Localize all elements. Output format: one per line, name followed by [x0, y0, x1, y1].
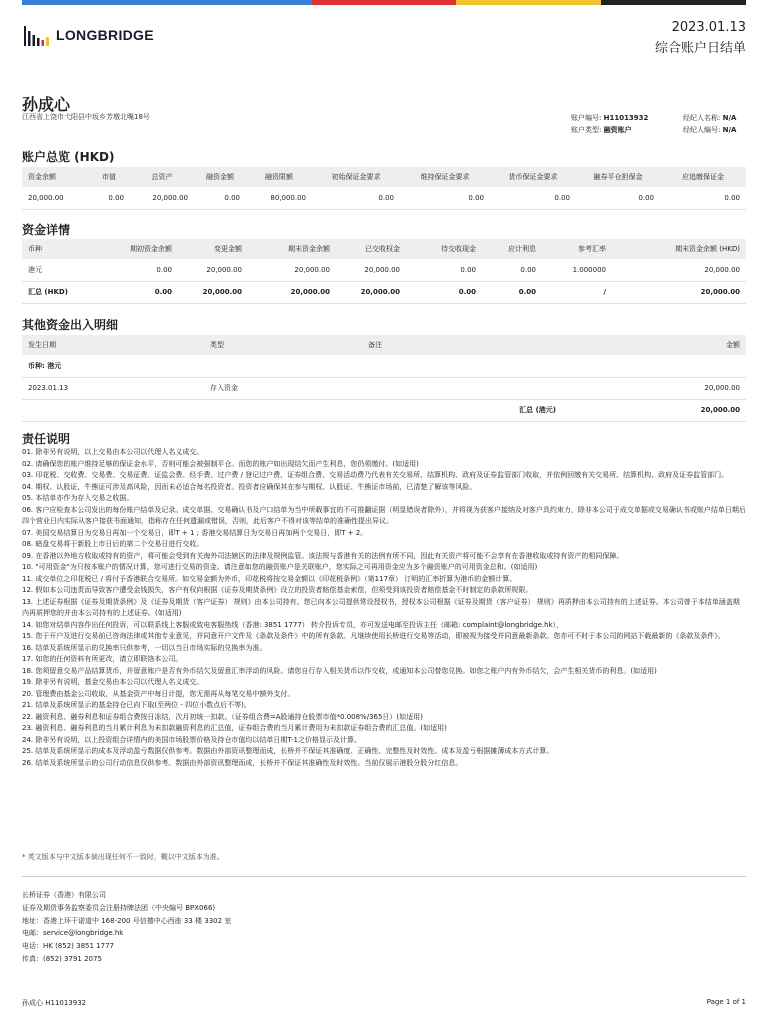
account-info	[571, 112, 648, 136]
table-header: 已交收权金	[336, 239, 406, 259]
list-item: 25. 结单及系统所显示的成本及浮动盈亏数据仅供参考。数据由外部资讯整理而成，长桥并不保证其准确度、正确性、完整性及时效性。成本及盈亏根据摊薄成本方式计算。	[22, 747, 554, 755]
broker-name-label: 经纪人名称:	[683, 114, 721, 122]
company-name: 长桥证券（香港）有限公司	[22, 891, 106, 899]
table-cell: 20,000.00	[562, 377, 746, 399]
table-header: 变更金额	[178, 239, 248, 259]
bar-chart-logo-icon	[24, 24, 50, 46]
table-cell: 存入资金	[204, 377, 362, 399]
table-header: 类型	[204, 335, 362, 355]
list-item: 03. 印花税、交收费、交易费、交易征费、证监会费、经手费、过户费 / 登记过户费、证券组合费、交易活动费乃代表有关交易所、结算机构、政府及证券监管部门收取，并依例回缴有关交易所、结算机构、政府及证券监管部门。	[22, 471, 729, 479]
total-label: 汇总 (港元)	[22, 399, 562, 421]
total-value: 20,000.00	[562, 399, 746, 421]
table-row	[22, 259, 746, 281]
table-cell: 20,000.00	[612, 281, 746, 303]
table-header: 初始保证金要求	[312, 167, 400, 187]
table-row	[22, 187, 746, 209]
table-cell: 0.00	[660, 187, 746, 209]
list-item: 19. 除非另有说明，基金交易由本公司以代理人名义成交。	[22, 678, 204, 686]
table-header: 期初资金余额	[96, 239, 178, 259]
table-cell: 0.00	[88, 187, 130, 209]
top-color-bar	[22, 0, 746, 5]
table-header: 应追缴保证金	[660, 167, 746, 187]
table-total-row	[22, 399, 746, 421]
list-item: 05. 本结单亦作为存入交易之收据。	[22, 494, 134, 502]
table-cell: 20,000.00	[22, 187, 88, 209]
list-item: 08. 暗盘交易将于新股上市日后的第二个交易日进行交收。	[22, 540, 204, 548]
list-item: 20. 管理费由基金公司收取，从基金资产中每日计提，您无需再从每笔交易中额外支付。	[22, 689, 295, 698]
account-holder-address: 江西省上饶市弋阳县中坂乡芳墩北嘴18号	[22, 113, 150, 121]
table-cell: 0.00	[400, 187, 490, 209]
table-header: 融资金额	[194, 167, 246, 187]
list-item: 16. 结单及系统所显示的兑换率只供参考，一切以当日市场实际的兑换率为准。	[22, 643, 267, 652]
table-header: 待交收现金	[406, 239, 482, 259]
list-item: 11. 成交单位之印花税已 / 将付予香港联合交易所。如交易金额为外币，印花税将按交易金额以《印花税条例》（第117章） 订明的汇率折算为港币的金额计算。	[22, 574, 517, 583]
table-header: 期末资金余额 (HKD)	[612, 239, 746, 259]
broker-id: N/A	[722, 126, 737, 134]
account-number: H11013932	[603, 114, 649, 122]
table-header: 融资限额	[246, 167, 312, 187]
account-holder-name: 孙成心	[22, 95, 71, 114]
list-item: 26. 结单及系统所显示的公司行动信息仅供参考。数据由外部资讯整理而成，长桥并不保证其准确性及时效性。当前仅展示港股分股分红信息。	[22, 758, 463, 767]
company-address: 地址：香港上环干诺道中 168-200 号信德中心西座 33 楼 3302 室	[22, 916, 232, 925]
overview-title: 账户总览 (HKD)	[22, 150, 115, 164]
list-item: 13. 上述证券根据《证券及期货条例》及《证券及期货（客户证券） 规则》由本公司持有。您已向本公司提供常设授权书，授权本公司根据《证券及期货（客户证券） 规则》再质押由本公司持有的上述证券。本公司曾于本结单涵盖期内再质押您的并由本公司持有的上述证券。(如适用)	[22, 597, 740, 617]
funds-title: 资金详情	[22, 223, 71, 237]
list-item: 10. "可用资金"为只按本账户的情况计算，您可进行交易的资金。请注意如您的融资账户是关联账户，您实际之可再用资金应为多个融资账户的可用资金总和。(如适用)	[22, 563, 538, 571]
table-cell: 20,000.00	[336, 281, 406, 303]
table-total-row	[22, 281, 746, 303]
table-header: 总资产	[130, 167, 194, 187]
color-segment-4	[456, 0, 601, 5]
currency-label: 币种: 港元	[22, 355, 746, 377]
company-license: 证券及期货事务监察委员会注册持牌法团（中央编号 BPX066)	[22, 903, 216, 912]
list-item: 09. 在香港以外地方收取或持有的资产，将可能会受到有关海外司法辖区的法律及规例监管。该法规与香港有关的法例有所不同，因此有关资产将可能不会享有在香港收取或持有资产的相同保障。	[22, 551, 624, 560]
funds-table	[22, 239, 746, 304]
table-header: 备注	[362, 335, 562, 355]
statement-header	[655, 20, 746, 56]
color-segment-2	[167, 0, 312, 5]
list-item: 23. 融资利息、融券利息的当月累计利息为未扣款融资利息的汇总值，证券组合费的当月累计费用为未扣款证券组合费的汇总值。(如适用)	[22, 724, 447, 732]
list-item: 04. 期权、认股证，牛熊证可涉及高风险，因而未必适合每名投资者。投资者应确保其在参与期权、认股证、牛熊证市场前，已清楚了解该等风险。	[22, 482, 477, 491]
table-cell: 港元	[22, 259, 96, 281]
list-item: 22. 融资利息、融券利息和证券组合费按日冻结，次月初统一扣款。（证券组合费=A股通持仓股票市值*0.008%/365日）(如适用)	[22, 712, 423, 721]
table-cell: 0.00	[312, 187, 400, 209]
company-email: 电邮：service@longbridge.hk	[22, 929, 124, 938]
list-item: 01. 除非另有说明，以上交易由本公司以代理人名义成交。	[22, 448, 204, 456]
color-segment-5	[601, 0, 746, 5]
company-phone: 电话：HK (852) 3851 1777	[22, 942, 114, 951]
list-item: 17. 如您的任何资料有所更改，请立即联络本公司。	[22, 655, 183, 663]
table-header: 期末资金余额	[248, 239, 336, 259]
list-item: 02. 请确保您的账户维持足够的保证金水平，否则可能会被强制平仓。而您的账户如出现结欠而产生利息，您仍须缴付。(如适用)	[22, 459, 419, 468]
table-header: 融券平仓担保金	[576, 167, 660, 187]
responsibility-list	[22, 447, 746, 769]
other-movements-table	[22, 335, 746, 422]
table-cell: 0.00	[482, 259, 542, 281]
table-header: 币种	[22, 239, 96, 259]
language-note: * 英文版本与中文版本倘出现任何不一致时，概以中文版本为准。	[22, 853, 224, 861]
table-cell: 0.00	[96, 281, 178, 303]
table-cell: 80,000.00	[246, 187, 312, 209]
table-cell: 0.00	[194, 187, 246, 209]
table-header: 发生日期	[22, 335, 204, 355]
company-info	[22, 889, 231, 966]
table-header: 维持保证金要求	[400, 167, 490, 187]
table-cell: 0.00	[482, 281, 542, 303]
table-cell: 20,000.00	[130, 187, 194, 209]
table-cell	[362, 377, 562, 399]
table-row	[22, 377, 746, 399]
table-cell: 0.00	[490, 187, 576, 209]
table-cell: 20,000.00	[336, 259, 406, 281]
list-item: 18. 您须留意交易产品结算货币，并留意账户是否有外币结欠及留意汇率浮动的风险。请您自行存入相关货币以作交收，或通知本公司替您兑换。如您之账户内有外币结欠，会产生相关货币的利息。(如适用)	[22, 666, 657, 675]
table-header: 参考汇率	[542, 239, 612, 259]
page-number: Page 1 of 1	[706, 998, 746, 1006]
brand-logo	[24, 24, 154, 46]
table-cell: 0.00	[96, 259, 178, 281]
broker-name: N/A	[722, 114, 737, 122]
table-cell: 20,000.00	[612, 259, 746, 281]
statement-date: 2023.01.13	[671, 20, 746, 35]
list-item: 21. 结单及系统所显示的基金持仓已向下取(至两位 - 四位小数点后不等)。	[22, 701, 251, 709]
table-cell: 0.00	[576, 187, 660, 209]
table-cell: 20,000.00	[178, 259, 248, 281]
responsibility-title: 责任说明	[22, 432, 71, 446]
table-header-row	[22, 335, 746, 355]
account-number-label: 账户编号:	[571, 114, 602, 122]
color-segment-1	[22, 0, 167, 5]
table-header: 金额	[562, 335, 746, 355]
divider	[22, 876, 746, 877]
list-item: 12. 假如本公司违责而导致客户遭受金钱损失，客户有权向根据《证券及期货条例》设立的投资者赔偿基金索偿，但须受到该投资者赔偿基金不时制定的条款所规限。	[22, 586, 533, 594]
table-header: 货币保证金要求	[490, 167, 576, 187]
list-item: 06. 客户应检查本公司发出的每份账户结单及记录。成交单据、交易确认书及户口结单为当中所载事宜的不可推翻证据（明显错误者除外），并将视为获客户接纳及对客户具约束力，除非本公司于成交单据或交易确认书或账户结单日期后四个营业日内实际从客户接获书面通知，指称存在任何遗漏或错误，否则，此后客户不得对该等结单的准确性提出异议。	[22, 505, 746, 525]
color-segment-3	[312, 0, 457, 5]
company-fax: 传真：(852) 3791 2075	[22, 954, 102, 963]
table-cell: 20,000.00	[248, 281, 336, 303]
table-cell: 0.00	[406, 259, 482, 281]
statement-title: 综合账户日结单	[654, 41, 746, 56]
brand-name: LONGBRIDGE	[56, 27, 154, 43]
table-cell: 20,000.00	[178, 281, 248, 303]
table-cell: /	[542, 281, 612, 303]
list-item: 07. 美国交易结算日为交易日再加一个交易日，即T + 1 ; 香港交易结算日为交易日再加两个交易日，即T + 2。	[22, 528, 368, 537]
account-type: 融资账户	[603, 126, 632, 134]
other-movements-title: 其他资金出入明细	[22, 318, 119, 332]
table-cell: 2023.01.13	[22, 377, 204, 399]
table-cell: 1.000000	[542, 259, 612, 281]
overview-table	[22, 167, 746, 210]
table-header: 市值	[88, 167, 130, 187]
table-header-row	[22, 167, 746, 187]
table-header: 应计利息	[482, 239, 542, 259]
table-header: 资金余额	[22, 167, 88, 187]
account-type-label: 账户类型:	[571, 126, 602, 134]
list-item: 15. 您于开户及进行交易前已咨询法律或其他专业意见，并同意开户文件及《条款及条件》中的所有条款。凡继续使用长桥进行交易等活动，即被视为接受并同意最新条款。您亦可不时于本公司的网站下载最新的《条款及条件》。	[22, 632, 725, 640]
broker-info	[683, 112, 736, 136]
list-item: 24. 除非另有说明，以上投资组合详情内的美国市场股票价格及持仓市值均以结单日期T-1之价格显示及计算。	[22, 735, 361, 744]
footer-account: 孙成心 H11013932	[22, 999, 87, 1007]
broker-id-label: 经纪人编号:	[683, 126, 721, 134]
currency-row	[22, 355, 746, 377]
list-item: 14. 如您对结单内容作出任何投诉，可以联系线上客服或致电客服热线（香港: 3851 1777） 转介投诉专员，亦可发送电邮至投诉主任（邮箱: complaint@longbridge.hk），	[22, 620, 564, 629]
table-cell: 汇总 (HKD)	[22, 281, 96, 303]
table-cell: 0.00	[406, 281, 482, 303]
table-cell: 20,000.00	[248, 259, 336, 281]
table-header-row	[22, 239, 746, 259]
